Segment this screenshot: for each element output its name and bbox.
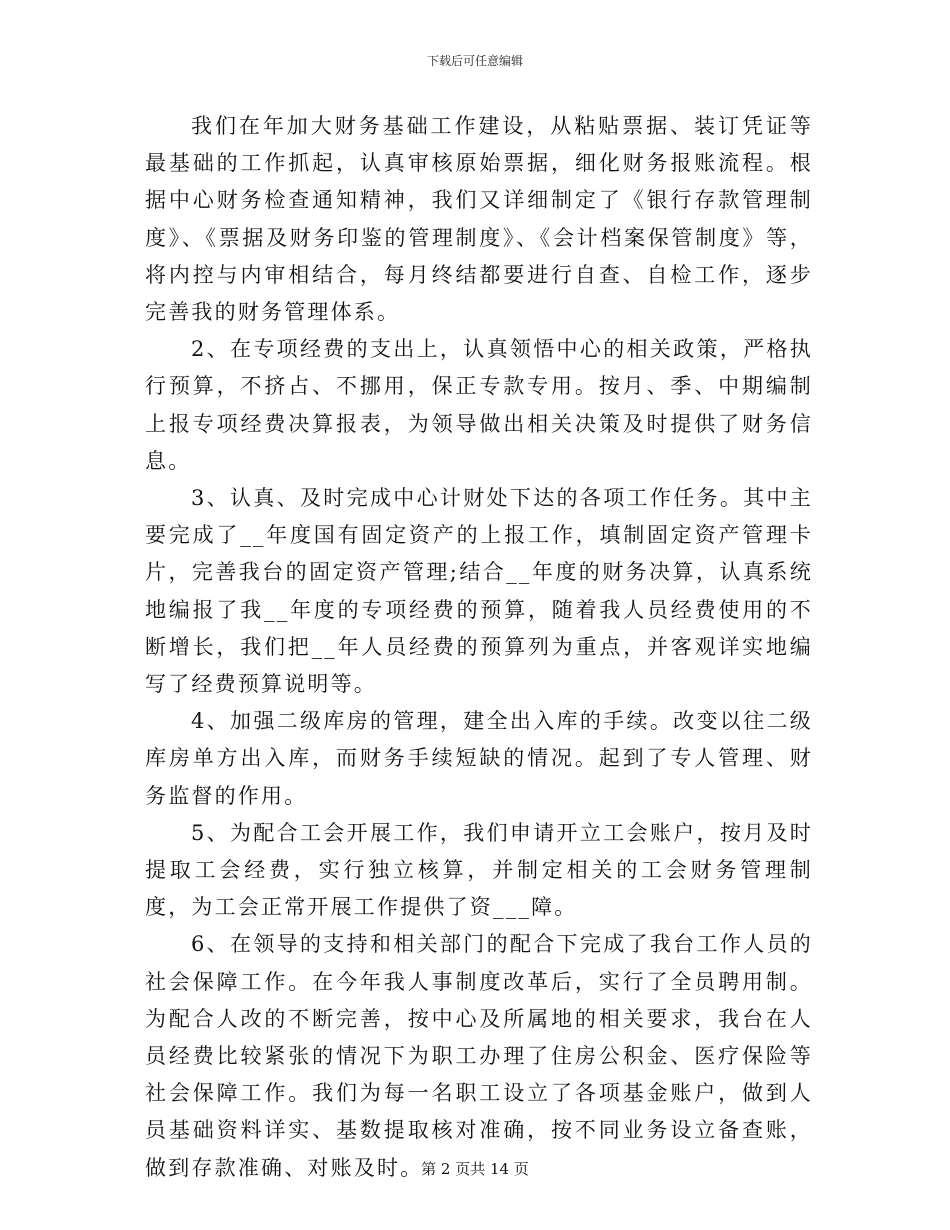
document-body bbox=[145, 108, 813, 1187]
paragraph-3: 3、认真、及时完成中心计财处下达的各项工作任务。其中主要完成了__年度国有固定资产的上报工作，填制固定资产管理卡片，完善我台的固定资产管理;结合__年度的财务决算，认真系统地编报了我__年度的专项经费的预算，随着我人员经费使用的不断增长，我们把__年人员经费的预算列为重点，并客观详实地编写了经费预算说明等。 bbox=[145, 486, 813, 697]
page-number-footer: 第 2 页共 14 页 bbox=[421, 1160, 529, 1178]
paragraph-1: 我们在年加大财务基础工作建设，从粘贴票据、装订凭证等最基础的工作抓起，认真审核原始票据，细化财务报账流程。根据中心财务检查通知精神，我们又详细制定了《银行存款管理制度》、《票据及财务印鉴的管理制度》、《会计档案保管制度》等，将内控与内审相结合，每月终结都要进行自查、自检工作，逐步完善我的财务管理体系。 bbox=[145, 114, 813, 325]
page-header-note: 下载后可任意编辑 bbox=[426, 54, 523, 68]
paragraph-2: 2、在专项经费的支出上，认真领悟中心的相关政策，严格执行预算，不挤占、不挪用，保正专款专用。按月、季、中期编制上报专项经费决算报表，为领导做出相关决策及时提供了财务信息。 bbox=[145, 337, 813, 473]
paragraph-5: 5、为配合工会开展工作，我们申请开立工会账户，按月及时提取工会经费，实行独立核算，并制定相关的工会财务管理制度，为工会正常开展工作提供了资___障。 bbox=[145, 820, 813, 920]
paragraph-4: 4、加强二级库房的管理，建全出入库的手续。改变以往二级库房单方出入库，而财务手续短缺的情况。起到了专人管理、财务监督的作用。 bbox=[145, 709, 813, 808]
paragraph-6: 6、在领导的支持和相关部门的配合下完成了我台工作人员的社会保障工作。在今年我人事制度改革后，实行了全员聘用制。为配合人改的不断完善，按中心及所属地的相关要求，我台在人员经费比较紧张的情况下为职工办理了住房公积金、医疗保险等社会保障工作。我们为每一名职工设立了各项基金账户，做到人员基础资料详实、基数提取核对准确，按不同业务设立备查账，做到存款准确、对账及时。 bbox=[145, 932, 813, 1180]
